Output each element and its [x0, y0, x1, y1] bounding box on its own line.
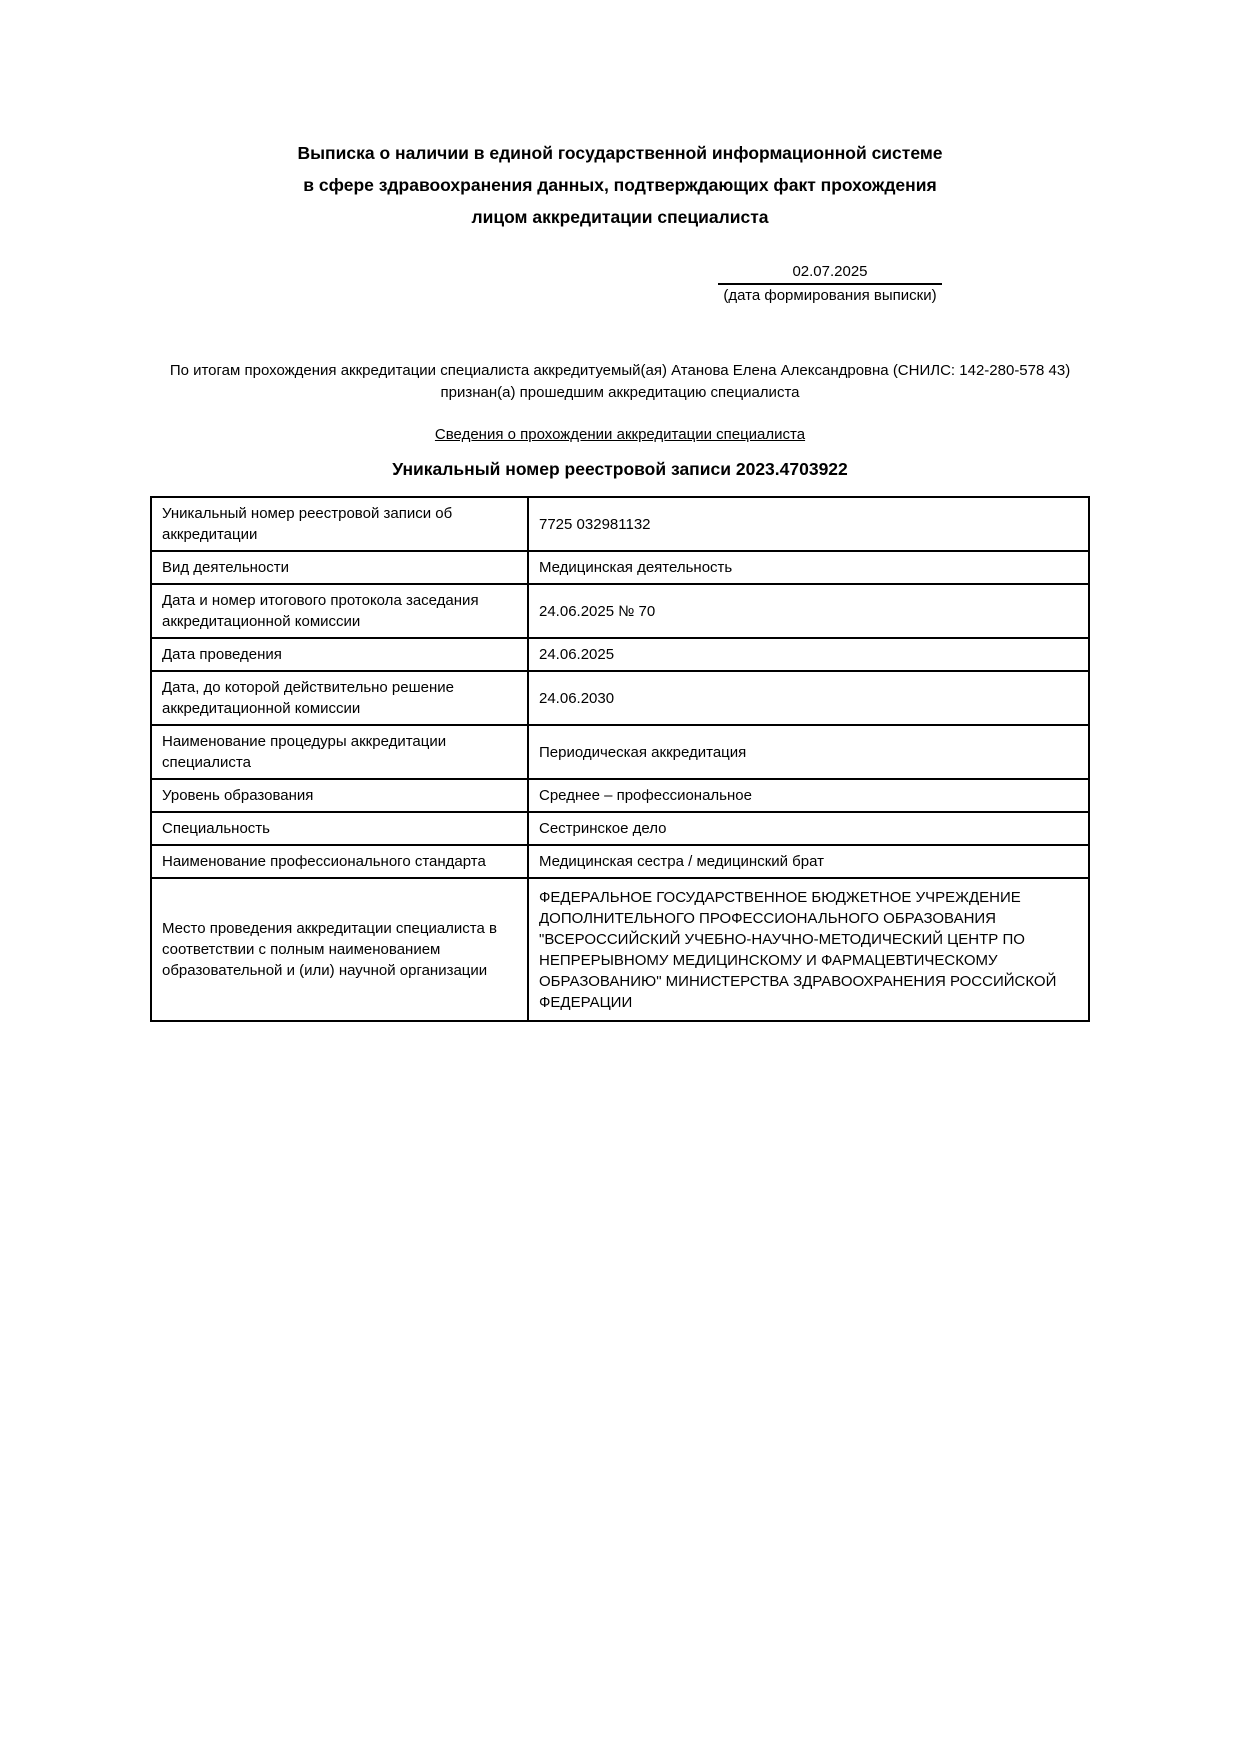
- row-label: Уникальный номер реестровой записи об аккредитации: [151, 497, 528, 551]
- formation-date-caption: (дата формирования выписки): [723, 287, 937, 304]
- registry-record-heading: Уникальный номер реестровой записи 2023.4703922: [392, 459, 848, 479]
- formation-date-block: [718, 263, 942, 304]
- row-value: 24.06.2025: [528, 638, 1089, 671]
- table-row: [151, 878, 1089, 1021]
- row-value: 24.06.2030: [528, 671, 1089, 725]
- row-label: Наименование процедуры аккредитации специалиста: [151, 725, 528, 779]
- section-heading-text: Сведения о прохождении аккредитации специалиста: [434, 426, 806, 443]
- row-label: Специальность: [151, 812, 528, 845]
- row-value: Медицинская деятельность: [528, 551, 1089, 584]
- row-value: 24.06.2025 № 70: [528, 584, 1089, 638]
- row-label: Вид деятельности: [151, 551, 528, 584]
- table-row: [151, 845, 1089, 878]
- page-title: Выписка о наличии в единой государственной информационной системе в сфере здравоохранения данных, подтверждающих факт прохождения лицом аккредитации специалиста: [297, 143, 943, 227]
- row-label: Уровень образования: [151, 779, 528, 812]
- accreditation-details-table: [150, 496, 1090, 1022]
- formation-date: 02.07.2025: [718, 263, 942, 285]
- table-row: [151, 671, 1089, 725]
- accreditation-summary-paragraph: По итогам прохождения аккредитации специалиста аккредитуемый(ая) Атанова Елена Александровна (СНИЛС: 142-280-578 43) признан(а) прошедшим аккредитацию специалиста: [169, 362, 1071, 401]
- table-row: [151, 725, 1089, 779]
- row-label: Дата и номер итогового протокола заседания аккредитационной комиссии: [151, 584, 528, 638]
- row-value: Сестринское дело: [528, 812, 1089, 845]
- row-value: Медицинская сестра / медицинский брат: [528, 845, 1089, 878]
- table-row: [151, 812, 1089, 845]
- row-label: Дата проведения: [151, 638, 528, 671]
- table-row: [151, 638, 1089, 671]
- row-value: ФЕДЕРАЛЬНОЕ ГОСУДАРСТВЕННОЕ БЮДЖЕТНОЕ УЧРЕЖДЕНИЕ ДОПОЛНИТЕЛЬНОГО ПРОФЕССИОНАЛЬНОГО ОБРАЗОВАНИЯ "ВСЕРОССИЙСКИЙ УЧЕБНО-НАУЧНО-МЕТОДИЧЕСКИЙ ЦЕНТР ПО НЕПРЕРЫВНОМУ МЕДИЦИНСКОМУ И ФАРМАЦЕВТИЧЕСКОМУ ОБРАЗОВАНИЮ" МИНИСТЕРСТВА ЗДРАВООХРАНЕНИЯ РОССИЙСКОЙ ФЕДЕРАЦИИ: [528, 878, 1089, 1021]
- row-label: Наименование профессионального стандарта: [151, 845, 528, 878]
- row-label: Дата, до которой действительно решение аккредитационной комиссии: [151, 671, 528, 725]
- table-row: [151, 551, 1089, 584]
- table-row: [151, 584, 1089, 638]
- row-value: 7725 032981132: [528, 497, 1089, 551]
- row-value: Периодическая аккредитация: [528, 725, 1089, 779]
- row-value: Среднее – профессиональное: [528, 779, 1089, 812]
- table-row: [151, 497, 1089, 551]
- section-heading: [0, 426, 1240, 443]
- row-label: Место проведения аккредитации специалиста в соответствии с полным наименованием образовательной и (или) научной организации: [151, 878, 528, 1021]
- table-row: [151, 779, 1089, 812]
